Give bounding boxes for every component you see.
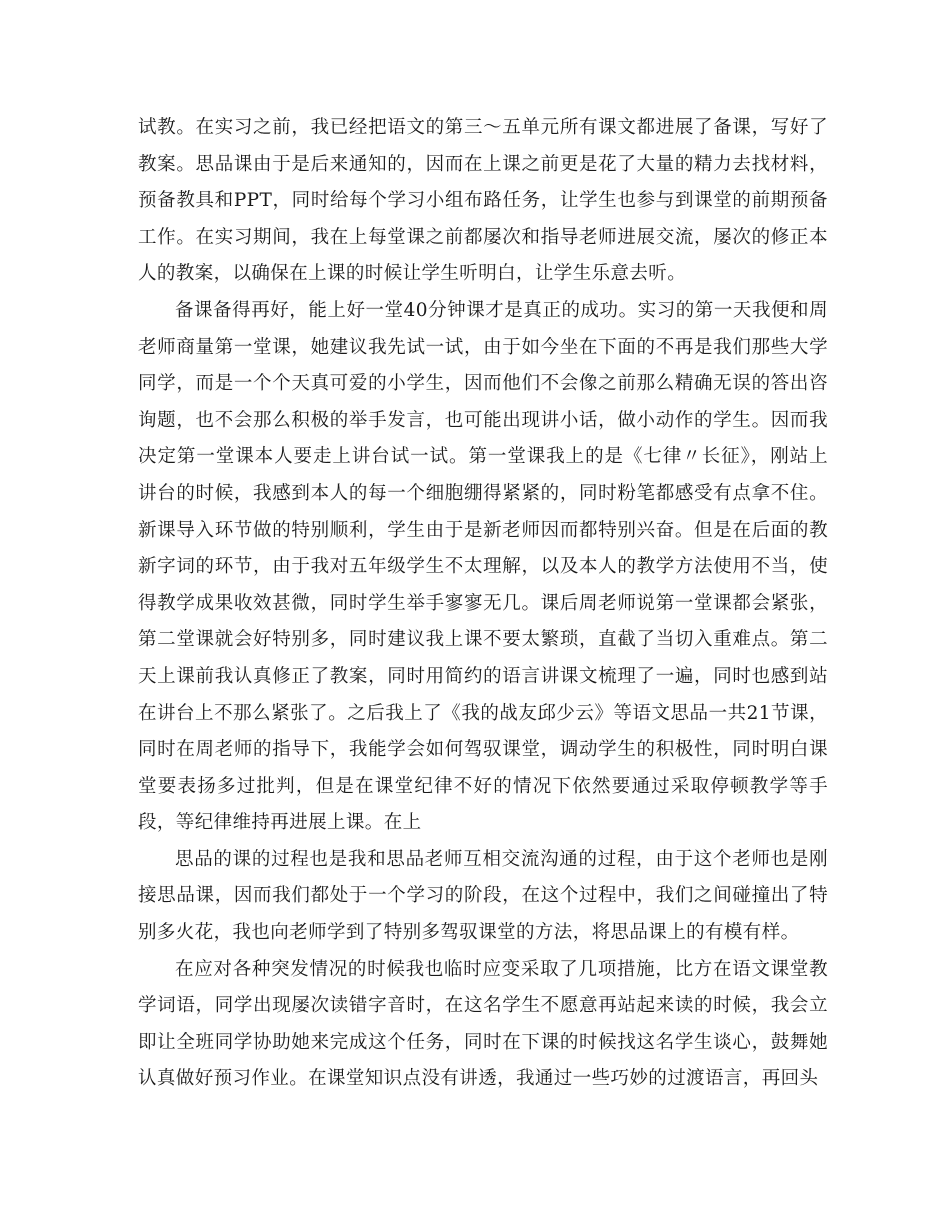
document-body: [138, 110, 828, 1098]
paragraph-2: 备课备得再好，能上好一堂40分钟课才是真正的成功。实习的第一天我便和周老师商量第一堂课，她建议我先试一试，由于如今坐在下面的不再是我们那些大学同学，而是一个个天真可爱的小学生，因而他们不会像之前那么精确无误的答出咨询题，也不会那么积极的举手发言，也可能出现讲小话，做小动作的学生。因而我决定第一堂课本人要走上讲台试一试。第一堂课我上的是《七律〃长征》，刚站上讲台的时候，我感到本人的每一个细胞绷得紧紧的，同时粉笔都感受有点拿不住。新课导入环节做的特别顺利，学生由于是新老师因而都特别兴奋。但是在后面的教新字词的环节，由于我对五年级学生不太理解，以及本人的教学方法使用不当，使得教学成果收效甚微，同时学生举手寥寥无几。课后周老师说第一堂课都会紧张，第二堂课就会好特别多，同时建议我上课不要太繁琐，直截了当切入重难点。第二天上课前我认真修正了教案，同时用简约的语言讲课文梳理了一遍，同时也感到站在讲台上不那么紧张了。之后我上了《我的战友邱少云》等语文思品一共21节课，同时在周老师的指导下，我能学会如何驾驭课堂，调动学生的积极性，同时明白课堂要表扬多过批判，但是在课堂纪律不好的情况下依然要通过采取停顿教学等手段，等纪律维持再进展上课。在上: [138, 299, 828, 834]
paragraph-1: 试教。在实习之前，我已经把语文的第三～五单元所有课文都进展了备课，写好了教案。思品课由于是后来通知的，因而在上课之前更是花了大量的精力去找材料，预备教具和PPT，同时给每个学习小组布路任务，让学生也参与到课堂的前期预备工作。在实习期间，我在上每堂课之前都屡次和指导老师进展交流，屡次的修正本人的教案，以确保在上课的时候让学生听明白，让学生乐意去听。: [138, 117, 828, 285]
paragraph-3: 思品的课的过程也是我和思品老师互相交流沟通的过程，由于这个老师也是刚接思品课，因而我们都处于一个学习的阶段，在这个过程中，我们之间碰撞出了特别多火花，我也向老师学到了特别多驾驭课堂的方法，将思品课上的有模有样。: [138, 848, 828, 944]
paragraph-4: 在应对各种突发情况的时候我也临时应变采取了几项措施，比方在语文课堂教学词语，同学出现屡次读错字音时，在这名学生不愿意再站起来读的时候，我会立即让全班同学协助她来完成这个任务，同时在下课的时候找这名学生谈心，鼓舞她认真做好预习作业。在课堂知识点没有讲透，我通过一些巧妙的过渡语言，再回头: [138, 958, 828, 1090]
